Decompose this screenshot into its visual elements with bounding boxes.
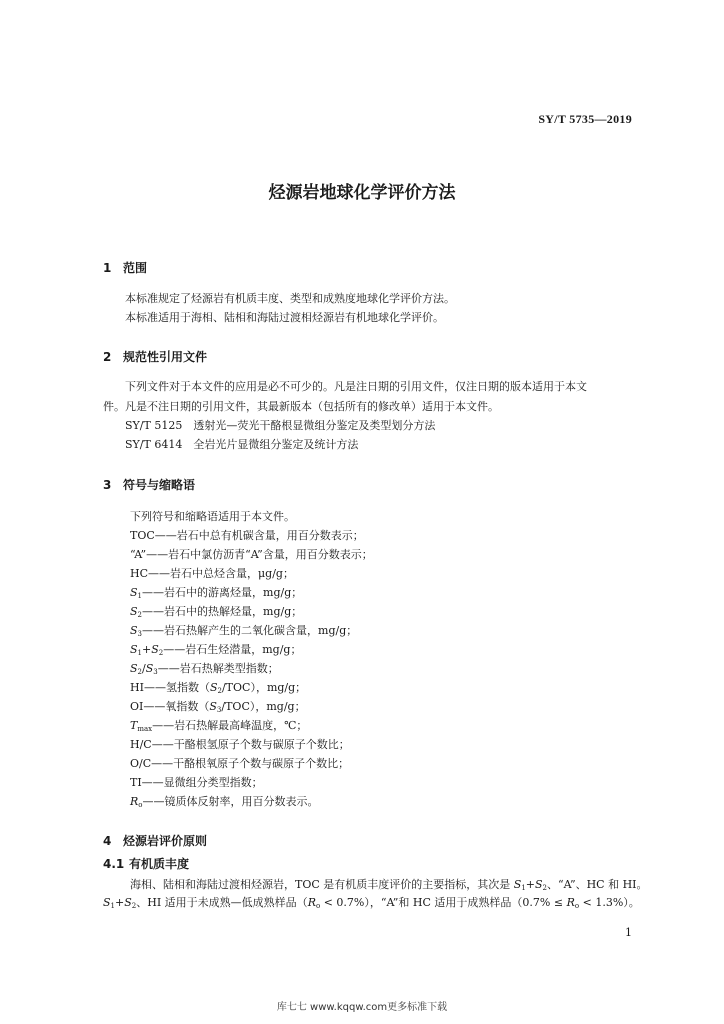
symbol: R bbox=[307, 896, 316, 909]
paragraph bbox=[130, 878, 648, 895]
section-number: 3 bbox=[103, 478, 112, 492]
subscript: 1 bbox=[137, 649, 143, 657]
symbol: S bbox=[209, 681, 218, 694]
symbol-ro bbox=[130, 795, 319, 812]
reference-item: SY/T 6414 全岩光片显微组分鉴定及统计方法 bbox=[125, 438, 359, 451]
definition: ——岩石热解最高峰温度，℃； bbox=[152, 719, 308, 732]
text: < 1.3%）。 bbox=[579, 896, 640, 909]
symbol-s1 bbox=[130, 586, 302, 603]
symbol: T bbox=[130, 719, 138, 732]
subscript: 1 bbox=[137, 592, 143, 600]
text: 、HI 适用于未成熟—低成熟样品（ bbox=[136, 896, 308, 909]
definition: ——岩石中的游离烃量，mg/g； bbox=[142, 586, 303, 599]
subscript: o bbox=[315, 902, 321, 910]
reference-item: SY/T 5125 透射光—荧光干酪根显微组分鉴定及类型划分方法 bbox=[125, 419, 436, 432]
definition: /TOC），mg/g； bbox=[221, 681, 307, 694]
symbol-hi bbox=[130, 681, 306, 698]
symbol-oc-ratio: O/C——干酪根氧原子个数与碳原子个数比； bbox=[130, 757, 350, 770]
symbol-s2 bbox=[130, 605, 302, 622]
symbol: S bbox=[145, 662, 154, 675]
symbol: S bbox=[103, 896, 111, 909]
paragraph bbox=[103, 896, 640, 913]
symbol: S bbox=[124, 896, 132, 909]
document-title: 烃源岩地球化学评价方法 bbox=[268, 183, 456, 203]
symbol: S bbox=[151, 643, 159, 656]
subscript: 1 bbox=[110, 902, 116, 910]
symbol-hc-ratio: H/C——干酪根氢原子个数与碳原子个数比； bbox=[130, 738, 350, 751]
section-title: 范围 bbox=[123, 261, 148, 275]
operator: + bbox=[142, 643, 152, 656]
symbol: S bbox=[209, 700, 217, 713]
definition: ——镜质体反射率，用百分数表示。 bbox=[142, 795, 319, 808]
subscript: max bbox=[137, 725, 153, 733]
subscript: 2 bbox=[137, 668, 143, 676]
symbol: S bbox=[535, 878, 543, 891]
subscript: 3 bbox=[216, 706, 222, 714]
subscript: o bbox=[138, 801, 143, 809]
definition: ——岩石热解类型指数； bbox=[157, 662, 279, 675]
section-2-heading bbox=[103, 348, 207, 365]
section-number: 2 bbox=[103, 350, 112, 364]
subsection-title: 有机质丰度 bbox=[129, 857, 190, 871]
definition: ——岩石中的热解烃量，mg/g； bbox=[142, 605, 303, 618]
paragraph: 下列符号和缩略语适用于本文件。 bbox=[130, 510, 295, 523]
symbol-s1-plus-s2 bbox=[130, 643, 301, 660]
definition: ——岩石生烃潜量，mg/g； bbox=[163, 643, 302, 656]
section-number: 4 bbox=[103, 834, 112, 848]
definition: ——岩石热解产生的二氧化碳含量，mg/g； bbox=[142, 624, 358, 637]
operator: + bbox=[525, 878, 535, 891]
subsection-4-1-heading bbox=[103, 855, 189, 872]
symbol-s2-over-s3 bbox=[130, 662, 279, 679]
standard-code: SY/T 5735—2019 bbox=[538, 112, 632, 126]
symbol: S bbox=[130, 605, 138, 618]
section-4-heading bbox=[103, 832, 207, 849]
symbol: R bbox=[130, 795, 139, 808]
symbol-a: “A”——岩石中氯仿沥青“A”含量，用百分数表示； bbox=[130, 548, 373, 561]
subscript: 3 bbox=[137, 630, 143, 638]
section-number: 1 bbox=[103, 261, 112, 275]
subscript: 2 bbox=[137, 611, 143, 619]
definition: /TOC），mg/g； bbox=[221, 700, 306, 713]
footer-watermark: 库七七 www.kqqw.com更多标准下载 bbox=[276, 1002, 448, 1013]
symbol-tmax bbox=[130, 719, 307, 736]
section-3-heading bbox=[103, 476, 195, 493]
subscript: 2 bbox=[542, 884, 548, 892]
paragraph: 本标准规定了烃源岩有机质丰度、类型和成熟度地球化学评价方法。 bbox=[125, 292, 455, 305]
text: < 0.7%），“A”和 HC 适用于成熟样品（0.7% ≤ bbox=[320, 896, 567, 909]
text: 海相、陆相和海陆过渡相烃源岩，TOC 是有机质丰度评价的主要指标，其次是 bbox=[130, 878, 514, 891]
symbol: S bbox=[513, 878, 522, 891]
symbol: S bbox=[130, 624, 138, 637]
symbol: R bbox=[566, 896, 575, 909]
section-title: 烃源岩评价原则 bbox=[123, 834, 208, 848]
definition: OI——氧指数（ bbox=[130, 700, 210, 713]
operator: / bbox=[142, 662, 146, 675]
symbol-ti: TI——显微组分类型指数； bbox=[130, 776, 263, 789]
section-title: 符号与缩略语 bbox=[123, 478, 196, 492]
definition: HI——氢指数（ bbox=[130, 681, 210, 694]
symbol-hc: HC——岩石中总烃含量，μg/g； bbox=[130, 567, 294, 580]
operator: + bbox=[115, 896, 125, 909]
symbol: S bbox=[130, 643, 138, 656]
paragraph: 本标准适用于海相、陆相和海陆过渡相烃源岩有机地球化学评价。 bbox=[125, 311, 444, 324]
symbol-toc: TOC——岩石中总有机碳含量，用百分数表示； bbox=[130, 529, 364, 542]
symbol: S bbox=[130, 586, 138, 599]
subscript: 3 bbox=[153, 668, 158, 676]
page-number: 1 bbox=[625, 926, 632, 939]
paragraph: 下列文件对于本文件的应用是必不可少的。凡是注日期的引用文件，仅注日期的版本适用于本文 bbox=[125, 380, 587, 393]
symbol-oi bbox=[130, 700, 306, 717]
symbol: S bbox=[130, 662, 138, 675]
subscript: o bbox=[574, 902, 580, 910]
symbol-s3 bbox=[130, 624, 357, 641]
section-1-heading bbox=[103, 259, 147, 276]
paragraph: 件。凡是不注日期的引用文件，其最新版本（包括所有的修改单）适用于本文件。 bbox=[103, 400, 499, 413]
subscript: 1 bbox=[521, 884, 526, 892]
section-title: 规范性引用文件 bbox=[123, 350, 208, 364]
subscript: 2 bbox=[217, 687, 222, 695]
subscript: 2 bbox=[131, 902, 137, 910]
subscript: 2 bbox=[158, 649, 164, 657]
subsection-number: 4.1 bbox=[103, 857, 125, 871]
text: 、“A”、HC 和 HI。 bbox=[547, 878, 648, 891]
